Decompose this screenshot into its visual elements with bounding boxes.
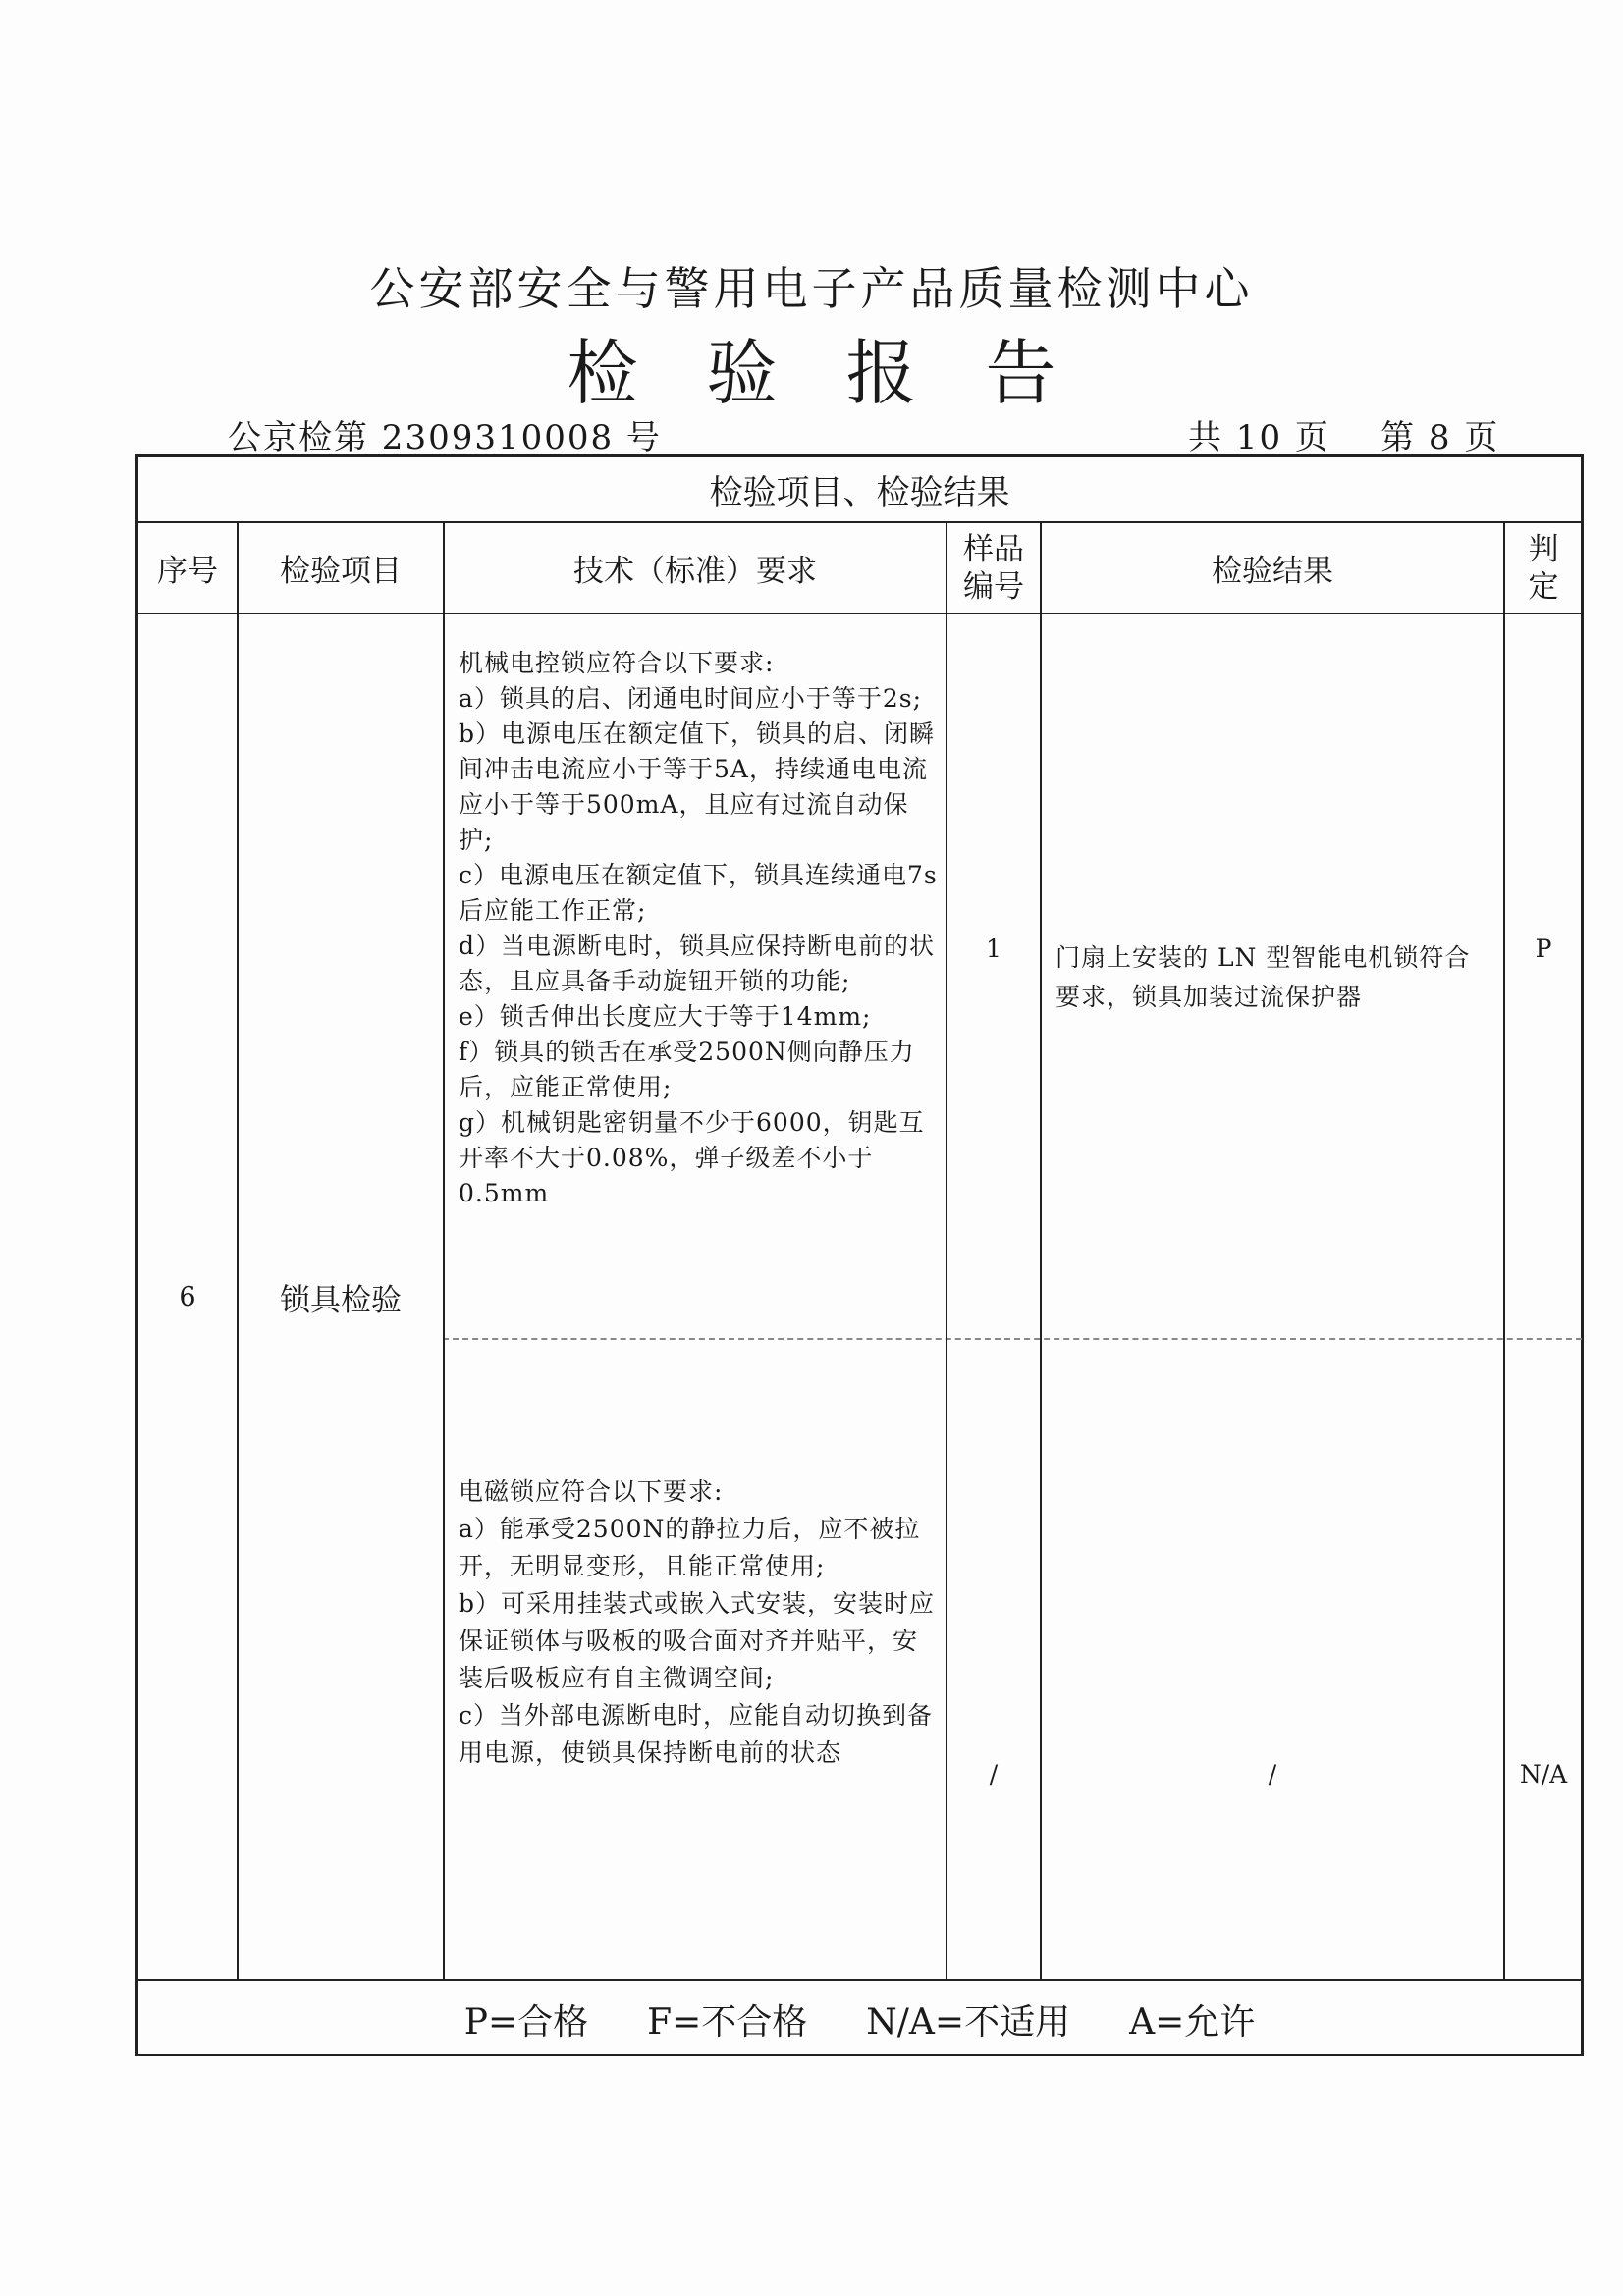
sample-no-header-line2: 编号: [963, 568, 1024, 605]
page-info: 共 10 页 第 8 页: [1188, 418, 1500, 457]
column-header-result: 检验结果: [1212, 554, 1333, 589]
organization-name: 公安部安全与警用电子产品质量检测中心: [369, 262, 1254, 315]
requirement-electromagnetic-lock: 电磁锁应符合以下要求: a）能承受2500N的静拉力后，应不被拉开，无明显变形，且能正常使用; b）可采用挂装式或嵌入式安装，安装时应保证锁体与吸板的吸合面对齐并贴平，安装后吸板应有自主微调空间; c）当外部电源断电时，应能自动切换到备用电源，使锁具保持断电前的状态: [459, 1477, 936, 1767]
report-title: 检验报告: [567, 332, 1125, 414]
verdict-1: P: [1535, 934, 1552, 963]
column-header-requirement: 技术（标准）要求: [573, 554, 817, 589]
sample-no-1: 1: [986, 934, 1001, 963]
results-table: [135, 454, 1584, 2056]
table-caption: 检验项目、检验结果: [709, 473, 1010, 512]
column-header-sample-no: [947, 523, 1040, 613]
sample-no-header-line1: 样品: [963, 531, 1024, 567]
result-electromagnetic-lock: /: [1268, 1759, 1277, 1789]
sample-no-2: /: [989, 1759, 999, 1789]
legend-pass: P=合格: [463, 2002, 589, 2043]
legend-fail: F=不合格: [647, 2002, 808, 2043]
row-seq: 6: [179, 1281, 196, 1312]
legend-allowed: A=允许: [1129, 2002, 1256, 2043]
result-mechanical-lock: 门扇上安装的 LN 型智能电机锁符合要求，锁具加装过流保护器: [1055, 943, 1471, 1011]
row-item: 锁具检验: [280, 1282, 402, 1318]
requirement-mechanical-lock: 机械电控锁应符合以下要求: a）锁具的启、闭通电时间应小于等于2s; b）电源电压在额定值下，锁具的启、闭瞬间冲击电流应小于等于5A，持续通电电流应小于等于500mA，且应有过流自动保护; c）电源电压在额定值下，锁具连续通电7s后应能工作正常; d）当电源断电时，锁具应保持断电前的状态，且应具备手动旋钮开锁的功能; e）锁舌伸出长度应大于等于14mm; f）锁具的锁舌在承受2500N侧向静压力后，应能正常使用; g）机械钥匙密钥量不少于6000，钥匙互开率不大于0.08%，弹子级差不小于0.5mm: [459, 649, 938, 1207]
column-header-verdict: [1505, 523, 1582, 613]
verdict-header-line2: 定: [1528, 568, 1559, 605]
verdict-legend: [138, 1984, 1581, 2055]
column-header-seq: 序号: [157, 554, 218, 589]
legend-not-applicable: N/A=不适用: [866, 2002, 1071, 2043]
verdict-2: N/A: [1519, 1759, 1568, 1789]
verdict-header-line1: 判: [1528, 531, 1559, 567]
report-number: 公京检第 2309310008 号: [228, 418, 662, 457]
column-header-item: 检验项目: [280, 554, 402, 589]
